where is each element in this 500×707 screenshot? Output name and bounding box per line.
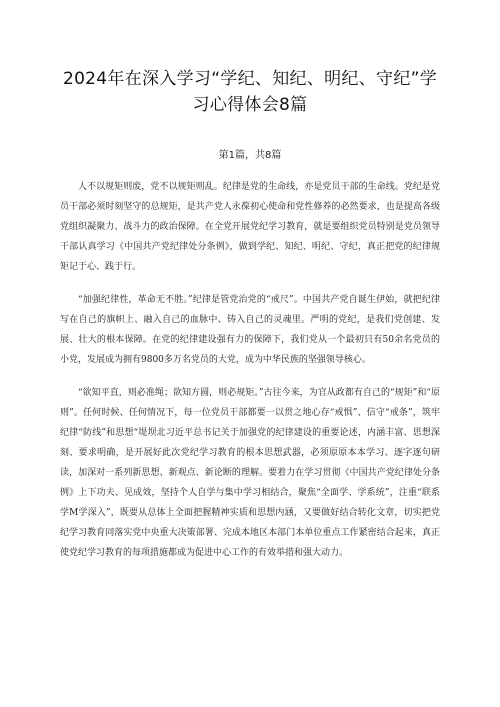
document-title: 2024年在深入学习“学纪、知纪、明纪、守纪”学习心得体会8篇 bbox=[62, 69, 438, 115]
paragraph-2: “加强纪律性，革命无不胜。”纪律是管党治党的“戒尺”。中国共产党自诞生伊始，就把纪律写在自己的旗帜上、融入自己的血脉中、铸入自己的灵魂里。严明的党纪，是我们党创建、发展、壮大的根本保障。在党的纪律建设强有力的保障下，我们党从一个最初只有50余名党员的小党，发展成为拥有9800多万名党员的大党，成为中华民族的坚强领导核心。 bbox=[60, 295, 440, 365]
paragraph-3: “欲知平直，则必准绳；欲知方圆，则必规矩。”古往今来，为官从政都有自己的“规矩”和“原则”。任何时候、任何情况下，每一位党员干部都要一以贯之地心存“戒惧”、信守“戒条”，筑牢纪律“防线”和思想“堤坝北习近平总书记关于加强党的纪律建设的重要论述，内涵丰富、思想深刻、要求明确，是开展好此次党纪学习教育的根本思想武器，必须原原本本学习、逐字逐句研读，加深对一系列新思想、新观点、新论断的理解。要着力在学习贯彻《中国共产党纪律处分条例》上下功夫、见成效，坚持个人自学与集中学习相结合，聚焦“全面学、学系统”，注重“联系学M学深入”，既要从总体上全面把握精神实质和思想内涵，又要做好结合转化文章，切实把党纪学习教育同落实党中央重大决策部署、完成本地区本部门本单位重点工作紧密结合起来，真正使党纪学习教育的每项措施都成为促进中心工作的有效举措和强大动力。 bbox=[60, 388, 440, 558]
paragraph-1: 人不以规矩则废，党不以规矩则乱。纪律是党的生命线，亦是党员干部的生命线。党纪是党员干部必须时刻坚守的总规矩，是共产党人永葆初心使命和党性修养的必然要求，也是提高各级党组织凝聚力、战斗力的政治保障。在全党开展党纪学习教育，就是要组织党员特别是党员领导干部认真学习《中国共产党纪律处分条例》，做到学纪、知纪、明纪、守纪，真正把党的纪律规矩记于心、践于行。 bbox=[60, 182, 440, 272]
document-subtitle: 第1篇，共8篇 bbox=[218, 150, 282, 161]
